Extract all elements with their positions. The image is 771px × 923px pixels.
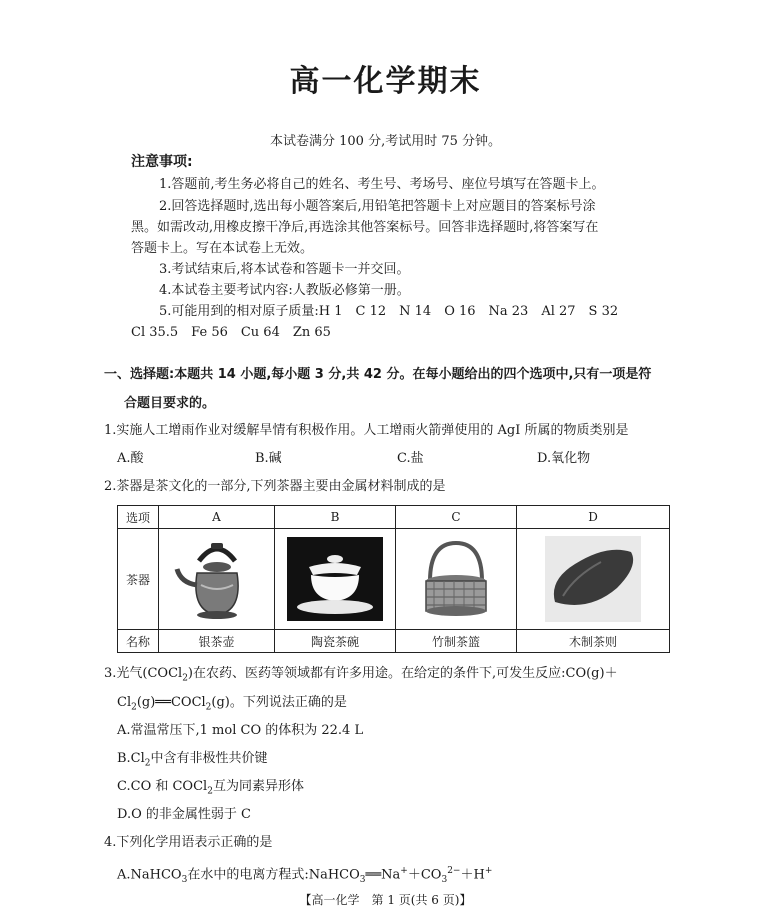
q3-option-c: C.CO 和 COCl$_2$互为同素异形体 <box>117 779 304 797</box>
basket-cell <box>396 529 517 630</box>
table-col-c: C <box>396 506 517 529</box>
page-title: 高一化学期末 <box>289 64 482 99</box>
q1-option-d: D.氧化物 <box>537 451 591 466</box>
note-line: 5.可能用到的相对原子质量:H 1 C 12 N 14 O 16 Na 23 Al 27 S 32 <box>159 304 619 319</box>
name-b: 陶瓷茶碗 <box>275 630 396 653</box>
name-a: 银茶壶 <box>159 630 275 653</box>
q3-option-d: D.O 的非金属性弱于 C <box>117 807 251 822</box>
q1-option-c: C.盐 <box>397 451 424 466</box>
note-line: 答题卡上。写在本试卷上无效。 <box>131 241 314 256</box>
name-d: 木制茶则 <box>517 630 670 653</box>
note-line: 黑。如需改动,用橡皮擦干净后,再选涂其他答案标号。回答非选择题时,将答案写在 <box>131 220 599 235</box>
note-line: 4.本试卷主要考试内容:人教版必修第一册。 <box>159 283 410 298</box>
exam-intro: 本试卷满分 100 分,考试用时 75 分钟。 <box>270 134 502 149</box>
table-col-a: A <box>159 506 275 529</box>
q4-stem: 4.下列化学用语表示正确的是 <box>104 835 273 850</box>
note-line: Cl 35.5 Fe 56 Cu 64 Zn 65 <box>131 325 331 340</box>
note-line: 3.考试结束后,将本试卷和答题卡一并交回。 <box>159 262 410 277</box>
table-header-option: 选项 <box>118 506 159 529</box>
q3-stem-cont: $Cl_2(g)══COCl_2(g)$。下列说法正确的是 <box>117 695 347 713</box>
tea-ware-table <box>117 505 670 653</box>
wooden-scoop-photo <box>545 536 641 622</box>
teapot-cell <box>159 529 275 630</box>
bowl-cell <box>275 529 396 630</box>
q1-option-b: B.碱 <box>255 451 282 466</box>
section-heading-cont: 合题目要求的。 <box>124 396 216 411</box>
table-col-d: D <box>517 506 670 529</box>
name-c: 竹制茶篮 <box>396 630 517 653</box>
bamboo-basket-photo <box>410 537 502 621</box>
table-col-b: B <box>275 506 396 529</box>
scoop-cell <box>517 529 670 630</box>
notes-heading: 注意事项: <box>131 154 193 170</box>
q3-option-b: $B.Cl_2$中含有非极性共价键 <box>117 751 268 769</box>
q2-stem: 2.茶器是茶文化的一部分,下列茶器主要由金属材料制成的是 <box>104 479 446 494</box>
teapot-photo <box>171 533 263 625</box>
table-header-item: 茶器 <box>118 529 159 630</box>
q1-stem: 1.实施人工增雨作业对缓解旱情有积极作用。人工增雨火箭弹使用的 AgI 所属的物质类别是 <box>104 423 629 438</box>
note-line: 1.答题前,考生务必将自己的姓名、考生号、考场号、座位号填写在答题卡上。 <box>159 177 605 192</box>
ceramic-bowl-photo <box>287 537 383 621</box>
table-header-name: 名称 <box>118 630 159 653</box>
q1-option-a: A.酸 <box>117 451 144 466</box>
section-heading: 一、选择题:本题共 14 小题,每小题 3 分,共 42 分。在每小题给出的四个选项中,只有一项是符 <box>104 367 652 382</box>
page-footer: 【高一化学 第 1 页(共 6 页)】 <box>299 893 472 907</box>
q4-option-a: A.NaHCO$_3$在水中的电离方程式$:NaHCO_3══Na^++CO_3^{2-}+H^+$ <box>117 866 493 885</box>
note-line: 2.回答选择题时,选出每小题答案后,用铅笔把答题卡上对应题目的答案标号涂 <box>159 199 596 214</box>
q3-option-a: A.常温常压下,1 mol CO 的体积为 22.4 L <box>117 723 364 738</box>
q3-stem: 3.光气(COCl$_2$)在农药、医药等领域都有许多用途。在给定的条件下,可发生反应:CO(g)＋ <box>104 666 618 684</box>
